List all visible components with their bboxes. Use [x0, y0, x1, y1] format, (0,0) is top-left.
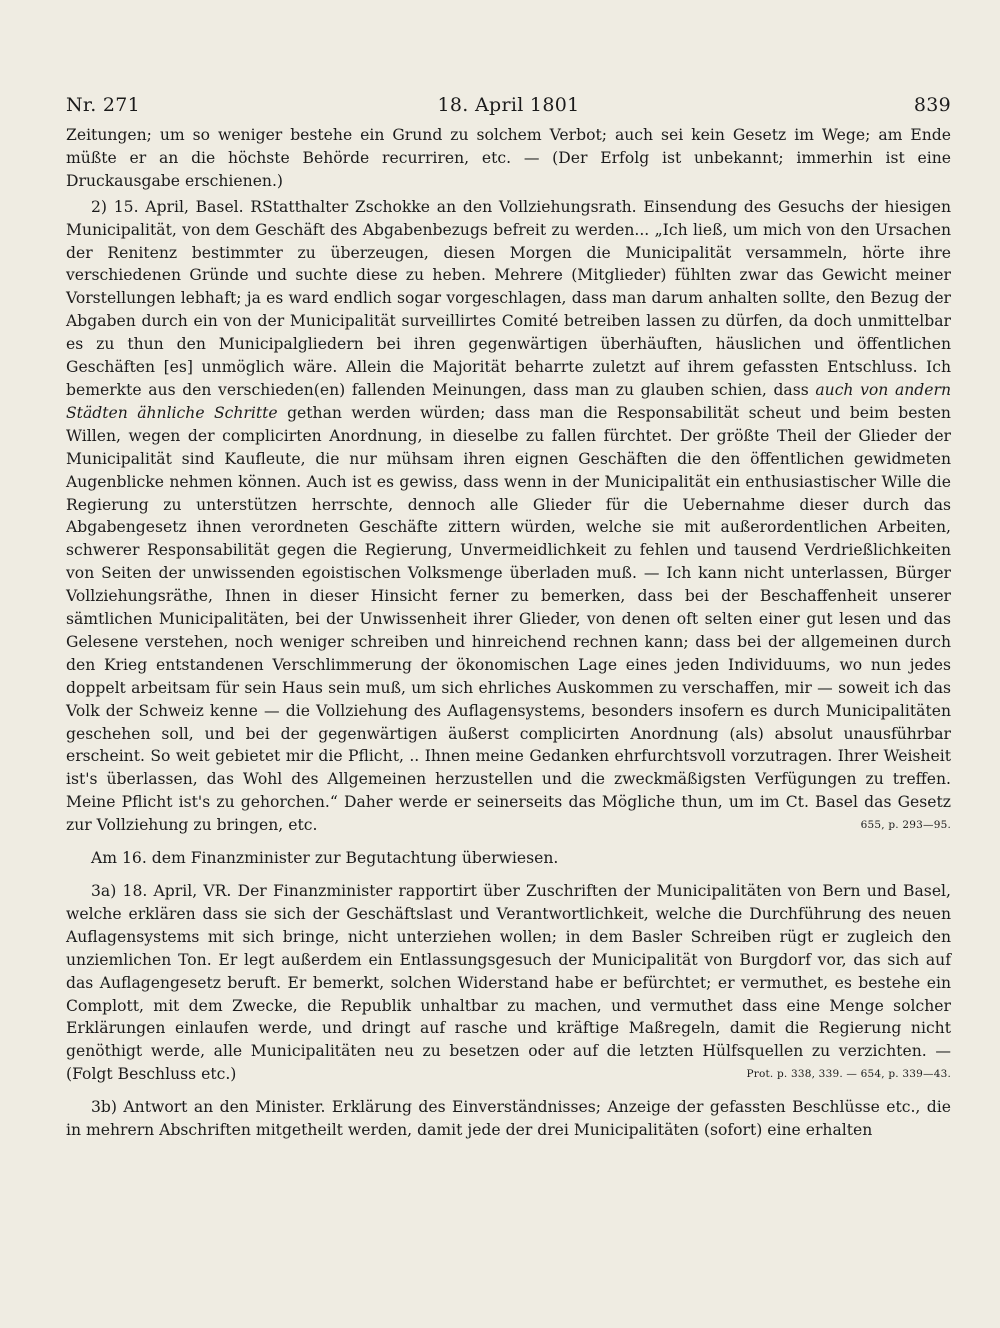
page-number: 839	[913, 94, 951, 116]
paragraph-item-3a	[66, 880, 951, 1086]
document-number: Nr. 271	[66, 94, 141, 116]
paragraph-item-2-text-b: gethan werden würden; dass man die Responsabilität scheut und beim besten Willen, wegen der complicirten Anordnung, in dieselbe zu fallen fürchtet. Der größte Theil der Glieder der Municipalität sind Kaufleute, die nur mühsam ihren eignen Geschäften die den öffentlichen gewidmeten Augenblicke nehmen können. Auch ist es gewiss, dass wenn in der Municipalität ein enthusiastischer Wille die Regierung zu unterstützen herrschte, dennoch alle Glieder für die Uebernahme dieser durch das Abgabengesetz ihnen verordneten Geschäfte zittern würden, welche sie mit außerordentlichen Arbeiten, schwerer Responsabilität gegen die Regierung, Unvermeidlichkeit zu fehlen und tausend Verdrießlichkeiten von Seiten der unwissenden egoistischen Volksmenge überladen muß. — Ich kann nicht unterlassen, Bürger Vollziehungsräthe, Ihnen in dieser Hinsicht ferner zu bemerken, dass bei der Beschaffenheit unserer sämtlichen Municipalitäten, bei der Unwissenheit ihrer Glieder, von denen oft selten einer gut lesen und das Gelesene verstehen, noch weniger schreiben und hinreichend rechnen kann; dass bei der allgemeinen durch den Krieg entstandenen Verschlimmerung der ökonomischen Lage eines jeden Individuums, wo nun jedes doppelt arbeitsam für sein Haus sein muß, um sich ehrliches Auskommen zu verschaffen, mir — soweit ich das Volk der Schweiz kenne — die Vollziehung des Auflagensystems, besonders insofern es durch Municipalitäten geschehen soll, und bei der gegenwärtigen äußerst complicirten Anordnung (als) absolut unausführbar erscheint. So weit gebietet mir die Pflicht, .. Ihnen meine Gedanken ehrfurchtsvoll vorzutragen. Ihrer Weisheit ist's überlassen, das Wohl des Allgemeinen herzustellen und die zweckmäßigsten Verfügungen zu treffen. Meine Pflicht ist's zu gehorchen.“ Daher werde er seinerseits das Mögliche thun, um im Ct. Basel das Gesetz zur Vollziehung zu bringen, etc.	[66, 403, 951, 835]
paragraph-item-2-text-a: 2) 15. April, Basel. RStatthalter Zschokke an den Vollziehungsrath. Einsendung des Gesuchs der hiesigen Municipalität, von dem Geschäft des Abgabenbezugs befreit zu werden... „Ich ließ, um mich von den Ursachen der Renitenz bestimmter zu überzeugen, diesen Morgen die Municipalität versammeln, hörte ihre verschiedenen Gründe und suchte diese zu heben. Mehrere (Mitglieder) fühlten zwar das Gewicht meiner Vorstellungen lebhaft; ja es ward endlich sogar vorgeschlagen, dass man darum anhalten sollte, den Bezug der Abgaben durch ein von der Municipalität surveillirtes Comité betreiben lassen zu dürfen, da doch unmittelbar es zu thun den Municipalgliedern bei ihren gegenwärtigen überhäuften, häuslichen und öffentlichen Geschäften [es] unmöglich wäre. Allein die Majorität beharrte zuletzt auf ihrem gefassten Entschluss. Ich bemerkte aus den verschieden(en) fallenden Meinungen, dass man zu glauben schien, dass	[66, 197, 951, 399]
document-body	[66, 124, 951, 1142]
document-date: 18. April 1801	[437, 94, 580, 116]
paragraph-item-2	[66, 196, 951, 837]
paragraph-item-3a-text: 3a) 18. April, VR. Der Finanzminister rapportirt über Zuschriften der Municipalitäten von Bern und Basel, welche erklären dass sie sich der Geschäftslast und Verantwortlichkeit, welche die Durchführung des neuen Auflagensystems mit sich bringe, nicht unterziehen wollen; in dem Basler Schreiben rügt er zugleich den unziemlichen Ton. Er legt außerdem ein Entlassungsgesuch der Municipalität von Burgdorf vor, das sich auf das Auflagengesetz beruft. Er bemerkt, solchen Widerstand habe er befürchtet; er vermuthet, es bestehe ein Complott, mit dem Zwecke, die Republik unhaltbar zu machen, und vermuthet dass eine Menge solcher Erklärungen einlaufen werde, und dringt auf rasche und kräftige Maßregeln, damit die Regierung nicht genöthigt werde, alle Municipalitäten neu zu besetzen oder auf die letzten Hülfsquellen zu verzichten. — (Folgt Beschluss etc.)	[66, 882, 951, 1084]
paragraph-item-3b: 3b) Antwort an den Minister. Erklärung des Einverständnisses; Anzeige der gefassten Beschlüsse etc., die in mehrern Abschriften mitgetheilt werden, damit jede der drei Municipalitäten (sofort) eine erhalten	[66, 1098, 951, 1140]
document-page	[66, 94, 951, 1142]
protocol-reference: Prot. p. 338, 339. — 654, p. 339—43.	[746, 1068, 951, 1081]
paragraph-continuation: Zeitungen; um so weniger bestehe ein Grund zu solchem Verbot; auch sei kein Gesetz im Wege; am Ende müßte er an die höchste Behörde recurriren, etc. — (Der Erfolg ist unbekannt; immerhin ist eine Druckausgabe erschienen.)	[66, 126, 951, 190]
archive-reference: 655, p. 293—95.	[860, 819, 951, 832]
paragraph-note: Am 16. dem Finanzminister zur Begutachtung überwiesen.	[91, 849, 559, 868]
paragraph-item-2-italic: auch von andern Städten ähnliche Schritte	[66, 380, 951, 422]
page-header	[66, 94, 951, 124]
